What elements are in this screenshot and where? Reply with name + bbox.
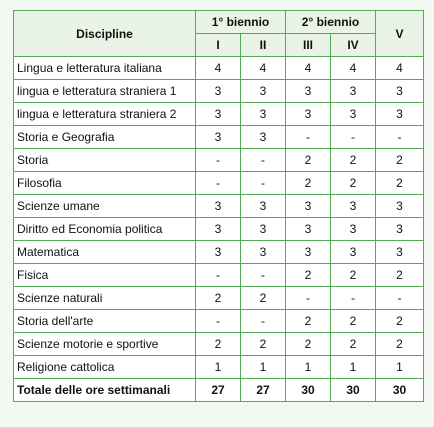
table-row <box>14 126 424 149</box>
subject-cell: Storia e Geografia <box>14 126 196 149</box>
hours-cell: 2 <box>331 264 376 287</box>
subject-cell: Scienze umane <box>14 195 196 218</box>
hours-cell: 2 <box>331 172 376 195</box>
header-year-iv: IV <box>331 34 376 57</box>
hours-cell: - <box>286 126 331 149</box>
hours-cell: 3 <box>331 80 376 103</box>
hours-cell: - <box>241 172 286 195</box>
hours-cell: 4 <box>241 57 286 80</box>
table-row <box>14 80 424 103</box>
subject-cell: Storia dell'arte <box>14 310 196 333</box>
table-row <box>14 356 424 379</box>
hours-cell: - <box>241 310 286 333</box>
hours-cell: 3 <box>241 80 286 103</box>
hours-cell: 2 <box>376 172 424 195</box>
subject-cell: Scienze motorie e sportive <box>14 333 196 356</box>
subject-cell: Religione cattolica <box>14 356 196 379</box>
hours-cell: 3 <box>376 241 424 264</box>
table-row <box>14 149 424 172</box>
hours-cell: 3 <box>241 241 286 264</box>
hours-cell: 2 <box>331 310 376 333</box>
subject-cell: Storia <box>14 149 196 172</box>
hours-cell: 3 <box>286 241 331 264</box>
subject-cell: Matematica <box>14 241 196 264</box>
table-row <box>14 195 424 218</box>
hours-cell: 3 <box>196 241 241 264</box>
table-row <box>14 172 424 195</box>
hours-cell: 1 <box>376 356 424 379</box>
hours-cell: 2 <box>196 333 241 356</box>
hours-cell: - <box>241 264 286 287</box>
hours-cell: 2 <box>376 333 424 356</box>
hours-cell: - <box>376 287 424 310</box>
hours-cell: - <box>196 149 241 172</box>
hours-cell: 2 <box>376 149 424 172</box>
header-year-ii: II <box>241 34 286 57</box>
hours-cell: 3 <box>196 103 241 126</box>
hours-cell: 2 <box>241 287 286 310</box>
hours-cell: 3 <box>241 103 286 126</box>
subject-cell: Filosofia <box>14 172 196 195</box>
hours-cell: 2 <box>286 149 331 172</box>
subject-cell: lingua e letteratura straniera 2 <box>14 103 196 126</box>
hours-cell: - <box>286 287 331 310</box>
hours-cell: - <box>331 287 376 310</box>
hours-cell: 3 <box>196 218 241 241</box>
hours-cell: 2 <box>286 264 331 287</box>
subject-cell: Diritto ed Economia politica <box>14 218 196 241</box>
table-row <box>14 103 424 126</box>
hours-cell: 3 <box>331 218 376 241</box>
table-row <box>14 57 424 80</box>
hours-cell: 3 <box>241 126 286 149</box>
hours-cell: 1 <box>241 356 286 379</box>
hours-cell: 3 <box>196 126 241 149</box>
hours-cell: 3 <box>286 218 331 241</box>
timetable <box>13 10 424 402</box>
hours-cell: 2 <box>331 333 376 356</box>
total-row <box>14 379 424 402</box>
hours-cell: 3 <box>376 80 424 103</box>
hours-cell: 3 <box>241 195 286 218</box>
hours-cell: 2 <box>241 333 286 356</box>
hours-cell: - <box>196 172 241 195</box>
hours-cell: 3 <box>376 218 424 241</box>
hours-cell: 3 <box>331 241 376 264</box>
hours-cell: 3 <box>376 103 424 126</box>
hours-cell: 1 <box>196 356 241 379</box>
total-hours-cell: 30 <box>376 379 424 402</box>
hours-cell: 4 <box>331 57 376 80</box>
hours-cell: 4 <box>196 57 241 80</box>
total-hours-cell: 27 <box>196 379 241 402</box>
hours-cell: 3 <box>286 195 331 218</box>
hours-cell: - <box>331 126 376 149</box>
table-body <box>14 57 424 402</box>
header-discipline: Discipline <box>14 11 196 57</box>
total-hours-cell: 27 <box>241 379 286 402</box>
total-hours-cell: 30 <box>286 379 331 402</box>
hours-cell: 2 <box>376 264 424 287</box>
table-row <box>14 241 424 264</box>
subject-cell: Fisica <box>14 264 196 287</box>
hours-cell: 2 <box>196 287 241 310</box>
header-group-1-biennio: 1° biennio <box>196 11 286 34</box>
hours-cell: - <box>196 264 241 287</box>
subject-cell: Lingua e letteratura italiana <box>14 57 196 80</box>
hours-cell: 3 <box>196 80 241 103</box>
hours-cell: 3 <box>286 80 331 103</box>
header-year-iii: III <box>286 34 331 57</box>
table-row <box>14 287 424 310</box>
hours-cell: 3 <box>241 218 286 241</box>
hours-cell: 3 <box>286 103 331 126</box>
header-year-i: I <box>196 34 241 57</box>
header-group-2-biennio: 2° biennio <box>286 11 376 34</box>
hours-cell: - <box>196 310 241 333</box>
subject-cell: Scienze naturali <box>14 287 196 310</box>
table-row <box>14 333 424 356</box>
hours-cell: 2 <box>376 310 424 333</box>
table-row <box>14 264 424 287</box>
hours-cell: 2 <box>286 333 331 356</box>
subject-cell: lingua e letteratura straniera 1 <box>14 80 196 103</box>
hours-cell: 4 <box>376 57 424 80</box>
table-row <box>14 310 424 333</box>
total-hours-cell: 30 <box>331 379 376 402</box>
hours-cell: - <box>376 126 424 149</box>
hours-cell: 2 <box>286 172 331 195</box>
hours-cell: 3 <box>376 195 424 218</box>
hours-cell: 3 <box>331 195 376 218</box>
hours-cell: 1 <box>286 356 331 379</box>
hours-cell: 2 <box>331 149 376 172</box>
hours-cell: 3 <box>196 195 241 218</box>
hours-cell: 3 <box>331 103 376 126</box>
header-year-v: V <box>376 11 424 57</box>
hours-cell: - <box>241 149 286 172</box>
table-row <box>14 218 424 241</box>
header-row-groups <box>14 11 424 34</box>
hours-cell: 1 <box>331 356 376 379</box>
hours-cell: 2 <box>286 310 331 333</box>
hours-cell: 4 <box>286 57 331 80</box>
total-label: Totale delle ore settimanali <box>14 379 196 402</box>
